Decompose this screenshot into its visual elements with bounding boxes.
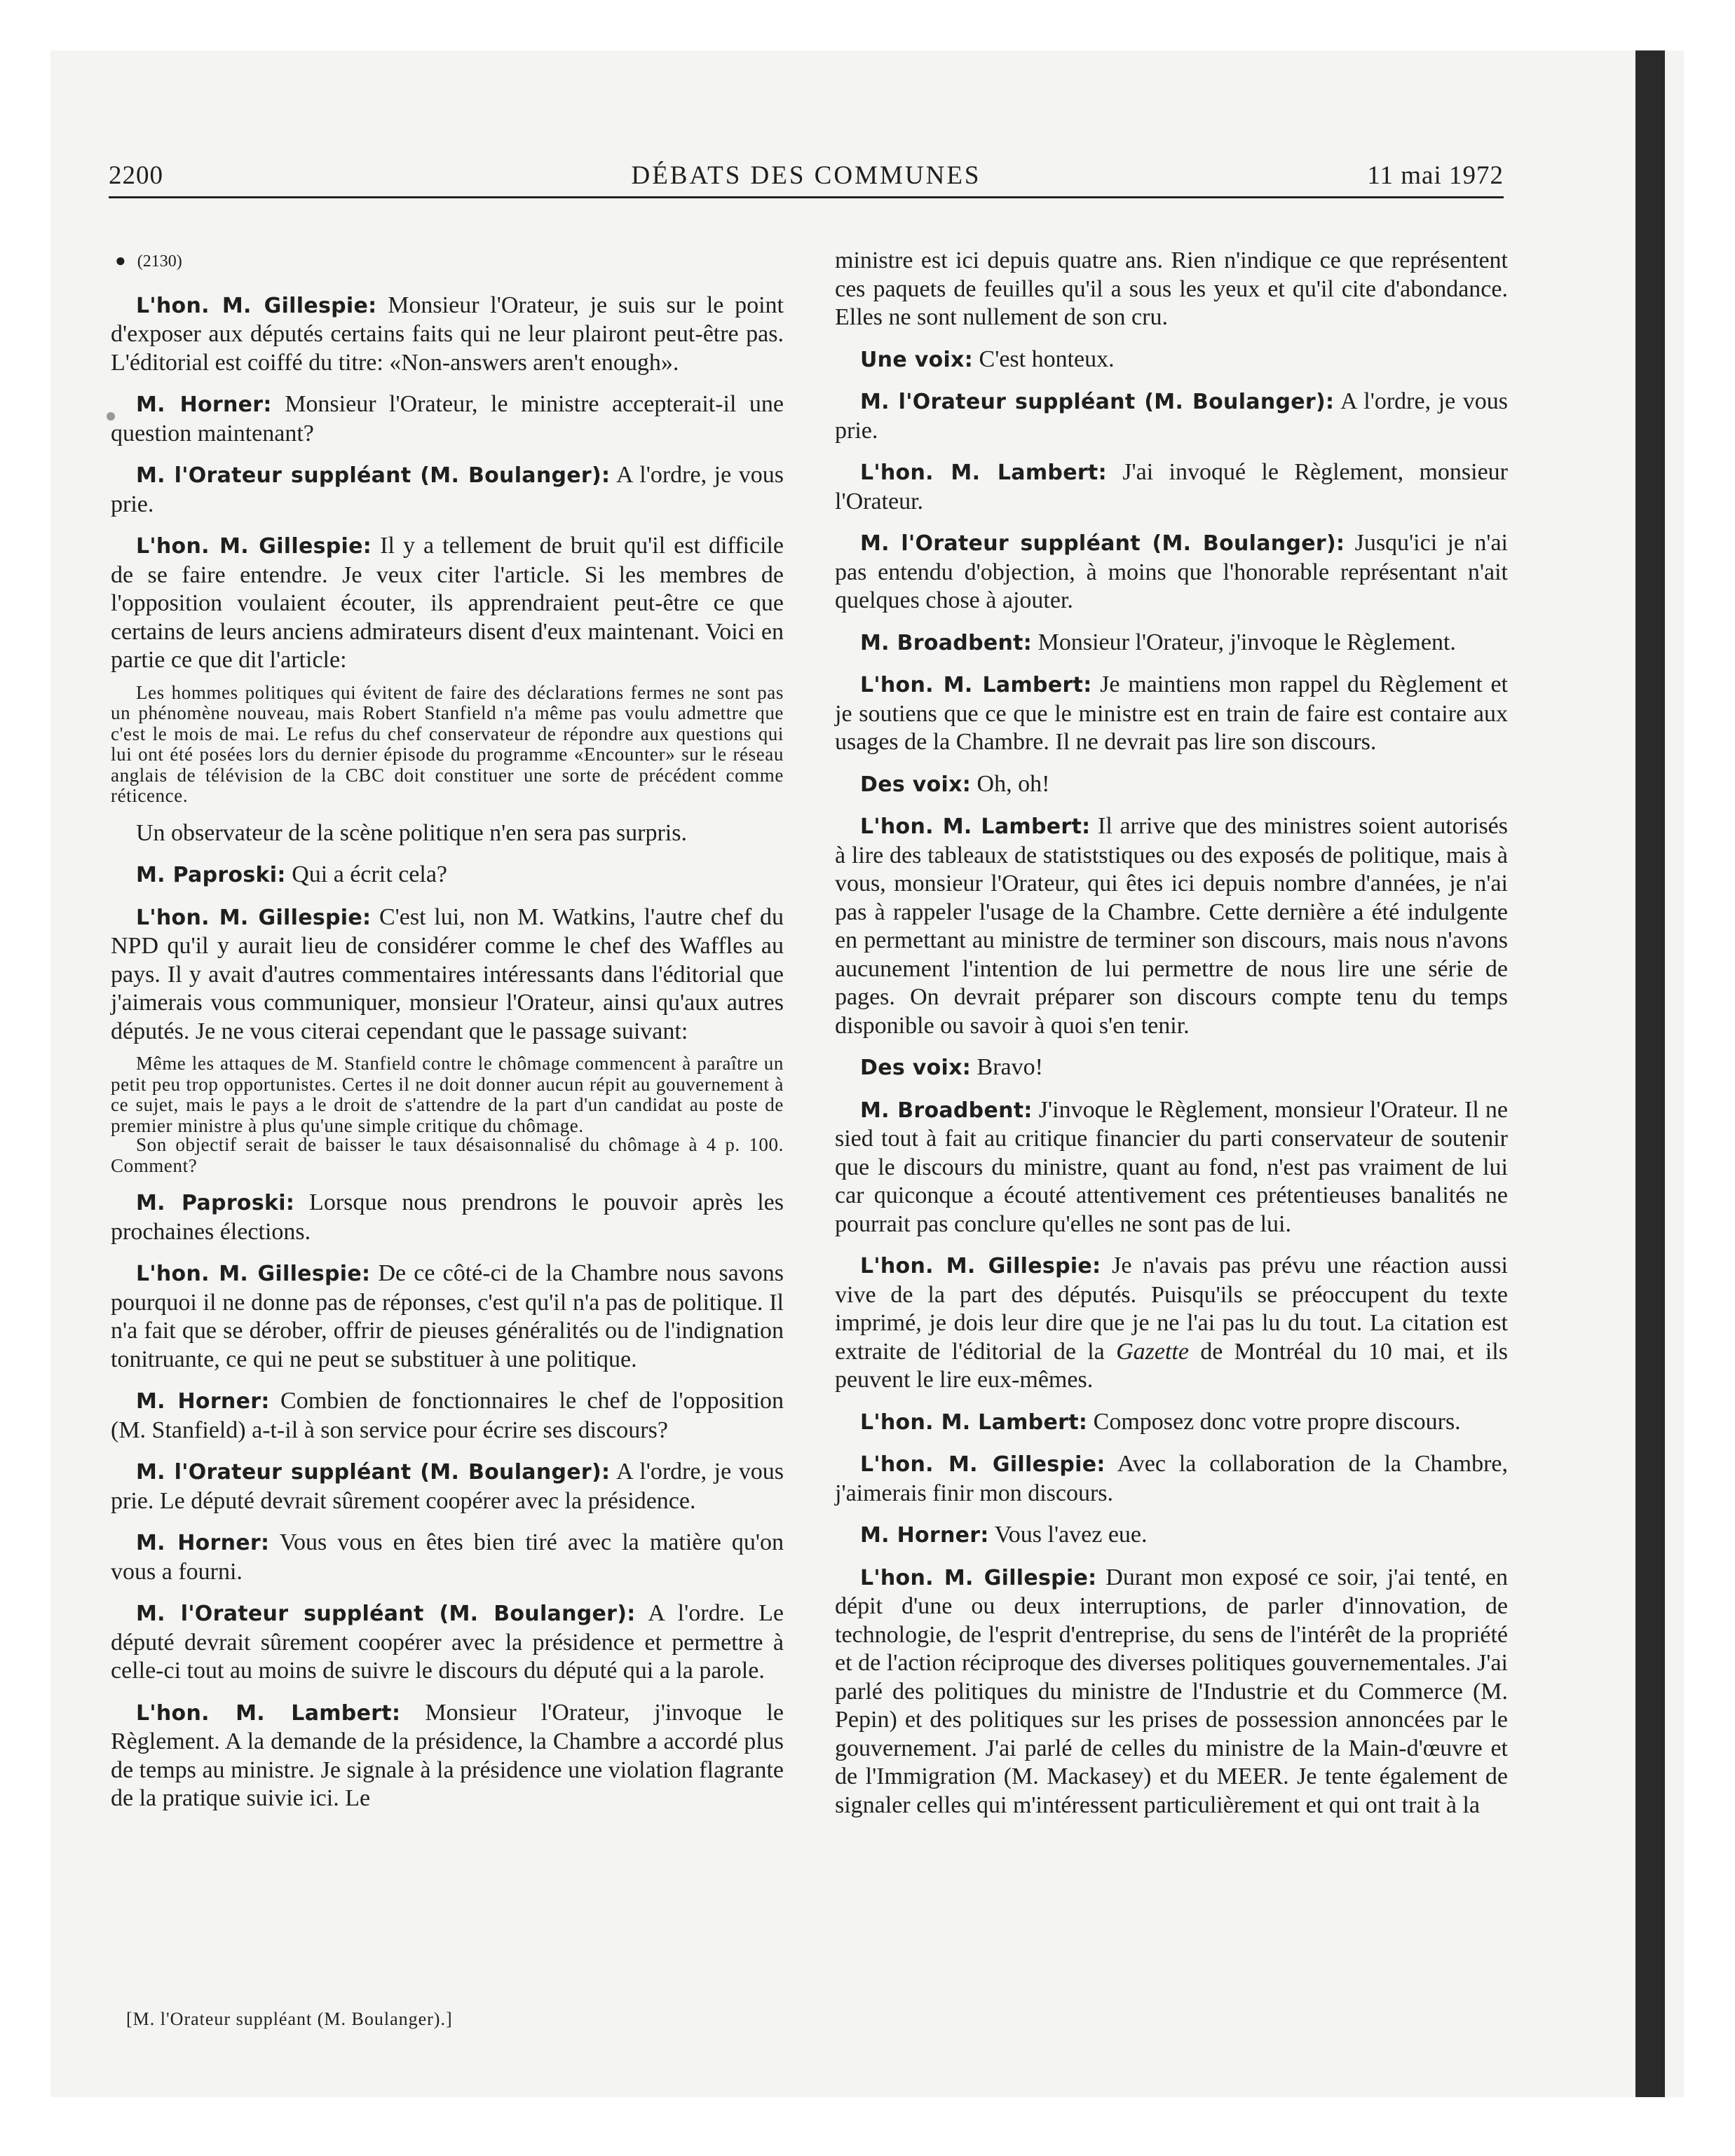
speech-text: A l'ordre, je vous prie. Le député devrait sûrement coopérer avec la présidence.	[111, 1459, 784, 1514]
speech-paragraph	[835, 346, 1508, 375]
speech-paragraph	[835, 1564, 1508, 1820]
speech-paragraph	[835, 1408, 1508, 1438]
speech-paragraph	[111, 461, 784, 519]
page-title: DÉBATS DES COMMUNES	[631, 161, 981, 190]
time-marker: ● (2130)	[115, 250, 182, 271]
speech-paragraph	[835, 770, 1508, 800]
speaker-name: Des voix:	[860, 1056, 972, 1080]
speech-text: Bravo!	[977, 1054, 1043, 1080]
page-header	[109, 160, 1504, 198]
speaker-name: L'hon. M. Gillespie:	[136, 293, 377, 318]
speech-paragraph	[111, 1189, 784, 1246]
speech-paragraph	[835, 247, 1508, 332]
page-edge-shadow	[1635, 50, 1665, 2097]
speech-text: De ce côté-ci de la Chambre nous savons pourquoi il ne donne pas de réponses, c'est qu'il n'a pas de politique. Il n'a fait que se dérober, offrir de pieuses généralités ou de l'indignation tonitruante, ce qui ne peut se substituer à une politique.	[111, 1260, 784, 1372]
speech-paragraph	[111, 1529, 784, 1586]
speaker-name: M. l'Orateur suppléant (M. Boulanger):	[136, 1602, 636, 1626]
speech-paragraph	[111, 532, 784, 675]
speaker-name: M. Horner:	[136, 1531, 270, 1555]
speech-text: J'ai invoqué le Règlement, monsieur l'Orateur.	[835, 459, 1509, 514]
speaker-name: M. Horner:	[860, 1523, 989, 1548]
speaker-name: L'hon. M. Gillespie:	[136, 905, 372, 930]
speech-text: A l'ordre, je vous prie.	[111, 462, 784, 517]
speech-text: A l'ordre. Le député devrait sûrement coopérer avec la présidence et permettre à celle-ci tout au moins de suivre le discours du député qui a la parole.	[111, 1600, 784, 1684]
right-column	[835, 247, 1508, 1833]
speaker-name: L'hon. M. Gillespie:	[860, 1254, 1101, 1278]
speech-paragraph	[835, 1521, 1508, 1550]
speech-text: Il arrive que des ministres soient autorisés à lire des tableaux de statiststiques ou des exposés de politique, mais à vous, monsieur l'Orateur, qui êtes ici depuis nombre d'années, je n'ai pas à rappeler l'usage de la Chambre. Cette dernière a été indulgente en permettant au ministre de terminer son discours, mais nous n'avons aucunement l'intention de lui permettre de nous lire une série de pages. On devrait préparer son discours compte tenu du temps disponible ou savoir à quoi s'en tenir.	[835, 813, 1509, 1039]
speech-paragraph	[111, 1458, 784, 1515]
speaker-name: L'hon. M. Gillespie:	[860, 1565, 1097, 1590]
speech-text: Vous l'avez eue.	[994, 1522, 1148, 1548]
speech-text: C'est honteux.	[979, 346, 1115, 372]
speaker-name: L'hon. M. Gillespie:	[136, 1262, 371, 1286]
speaker-name: M. l'Orateur suppléant (M. Boulanger):	[136, 1460, 611, 1485]
speech-paragraph	[835, 529, 1508, 615]
speech-paragraph	[835, 1252, 1508, 1395]
quoted-passage: Son objectif serait de baisser le taux désaisonnalisé du chômage à 4 p. 100. Comment?	[111, 1134, 784, 1176]
speech-paragraph	[111, 1387, 784, 1445]
left-column-body	[111, 292, 784, 1813]
speech-text: de Montréal du 10 mai, et ils peuvent le lire eux-mêmes.	[835, 1338, 1508, 1393]
speech-text: Monsieur l'Orateur, j'invoque le Règlement. A la demande de la présidence, la Chambre a accordé plus de temps au ministre. Je signale à la présidence une violation flagrante de la pratique suivie ici. Le	[111, 1699, 784, 1811]
speech-text: Jusqu'ici je n'ai pas entendu d'objection, à moins que l'honorable représentant n'ait quelques chose à ajouter.	[835, 530, 1508, 613]
speech-paragraph	[111, 1260, 784, 1374]
speech-paragraph	[111, 819, 784, 848]
speech-paragraph	[111, 1699, 784, 1813]
speaker-name: L'hon. M. Lambert:	[860, 814, 1091, 839]
left-column	[111, 247, 784, 1827]
speaker-name: M. Horner:	[136, 1389, 270, 1414]
speech-text: Vous vous en êtes bien tiré avec la matière qu'on vous a fourni.	[111, 1529, 784, 1585]
speech-paragraph	[835, 1096, 1508, 1239]
speech-text: C'est lui, non M. Watkins, l'autre chef du NPD qu'il y aurait lieu de considérer comme le chef des Waffles au pays. Il y avait d'autres commentaires intéressants dans l'éditorial que j'aimerais vous communiquer, monsieur l'Orateur, ainsi qu'aux autres députés. Je ne vous citerai cependant que le passage suivant:	[111, 903, 784, 1044]
speech-text: Monsieur l'Orateur, le ministre accepterait-il une question maintenant?	[111, 391, 784, 446]
speech-text: Monsieur l'Orateur, j'invoque le Règlement.	[1037, 629, 1456, 655]
speaker-name: L'hon. M. Lambert:	[860, 673, 1092, 697]
page-date: 11 mai 1972	[1367, 161, 1504, 190]
speech-text: Monsieur l'Orateur, je suis sur le point d'exposer aux députés certains faits qui ne leur plairont peut-être pas. L'éditorial est coiffé du titre: «Non-answers aren't enough».	[111, 292, 784, 376]
speech-text: Combien de fonctionnaires le chef de l'opposition (M. Stanfield) a-t-il à son service pour écrire ses discours?	[111, 1388, 784, 1443]
speaker-name: L'hon. M. Lambert:	[860, 460, 1107, 485]
speech-paragraph	[111, 292, 784, 378]
speech-text: Lorsque nous prendrons le pouvoir après les prochaines élections.	[111, 1189, 784, 1245]
page-number: 2200	[109, 161, 163, 190]
speech-text: ministre est ici depuis quatre ans. Rien n'indique ce que représentent ces paquets de feuilles qu'il a sous les yeux et qu'il cite d'abondance. Elles ne sont nullement de son cru.	[835, 247, 1508, 330]
quoted-passage: Même les attaques de M. Stanfield contre le chômage commencent à paraître un petit peu trop opportunistes. Certes il ne doit donner aucun répit au gouvernement à ce sujet, mais le pays a le droit de s'attendre de la part d'un candidat au poste de premier ministre à plus qu'une simple critique du chômage.	[111, 1053, 784, 1136]
speaker-name: M. l'Orateur suppléant (M. Boulanger):	[136, 463, 611, 488]
speaker-name: L'hon. M. Gillespie:	[860, 1452, 1105, 1477]
speaker-name: M. Broadbent:	[860, 630, 1033, 655]
speech-paragraph	[835, 388, 1508, 445]
footer-note: [M. l'Orateur suppléant (M. Boulanger).]	[126, 2009, 453, 2029]
speech-paragraph	[835, 1450, 1508, 1508]
speech-paragraph	[835, 812, 1508, 1040]
speech-paragraph	[835, 458, 1508, 516]
speaker-name: M. Horner:	[136, 393, 272, 417]
speaker-name: L'hon. M. Lambert:	[136, 1700, 401, 1726]
speaker-name: L'hon. M. Lambert:	[860, 1410, 1088, 1435]
speech-paragraph	[111, 861, 784, 890]
speech-paragraph	[835, 671, 1508, 757]
speaker-name: Des voix:	[860, 772, 972, 797]
speech-text: J'invoque le Règlement, monsieur l'Orateur. Il ne sied tout à fait au critique financier du parti conservateur de soutenir que le discours du ministre, quant au fond, n'est pas vraiment de lui car quiconque a écouté attentivement ces prétentieuses banalités ne pourrait pas conclure qu'elles ne sont pas de lui.	[835, 1096, 1508, 1237]
speaker-name: L'hon. M. Gillespie:	[136, 534, 372, 559]
speech-paragraph	[111, 390, 784, 448]
speaker-name: M. Paproski:	[136, 1191, 295, 1215]
speaker-name: M. Broadbent:	[860, 1098, 1033, 1123]
speaker-name: M. Paproski:	[136, 863, 286, 887]
speech-paragraph	[111, 1599, 784, 1686]
speech-text: Qui a écrit cela?	[292, 861, 447, 887]
quoted-passage: Les hommes politiques qui évitent de faire des déclarations fermes ne sont pas un phénomène nouveau, mais Robert Stanfield n'a même pas voulu admettre que c'est le mois de mai. Le refus du chef conservateur de répondre aux questions qui lui ont été posées lors du dernier épisode du programme «Encounter» sur le réseau anglais de télévision de la CBC doit constituer une sorte de précédent comme réticence.	[111, 681, 784, 806]
publication-name: Gazette	[1116, 1338, 1189, 1365]
speech-text: Durant mon exposé ce soir, j'ai tenté, en dépit d'une ou deux interruptions, de parler d'innovation, de technologie, de l'esprit d'entreprise, du sens de l'intérêt de la propriété et de l'action réciproque des diverses politiques gouvernementales. J'ai parlé des politiques du ministre de l'Industrie et du Commerce (M. Pepin) et des politiques sur les prises de possession annoncées par le gouvernement. J'ai parlé de celles du ministre de la Main-d'œuvre et de l'Immigration (M. Mackasey) et du MEER. Je tente également de signaler celles qui m'intéressent particulièrement et qui ont trait à la	[835, 1564, 1509, 1818]
speaker-name: M. l'Orateur suppléant (M. Boulanger):	[860, 531, 1345, 556]
speech-paragraph	[835, 1053, 1508, 1083]
speech-text: Un observateur de la scène politique n'en sera pas surpris.	[136, 819, 687, 846]
speech-text: Je maintiens mon rappel du Règlement et je soutiens que ce que le ministre est en train de faire est contaire aux usages de la Chambre. Il ne devrait pas lire son discours.	[835, 671, 1509, 755]
speech-text: A l'ordre, je vous prie.	[835, 388, 1508, 444]
speech-paragraph	[111, 903, 784, 1046]
speaker-name: Une voix:	[860, 347, 974, 372]
speaker-name: M. l'Orateur suppléant (M. Boulanger):	[860, 390, 1335, 414]
speech-text: Composez donc votre propre discours.	[1093, 1408, 1461, 1435]
speech-text: Il y a tellement de bruit qu'il est difficile de se faire entendre. Je veux citer l'article. Si les membres de l'opposition voulaient écouter, ils apprendraient peut-être ce que certains de leurs anciens admirateurs disent d'eux maintenant. Voici en partie ce que dit l'article:	[111, 533, 784, 673]
speech-text: Je n'avais pas prévu une réaction aussi vive de la part des députés. Puisqu'ils se préoccupent du texte imprimé, je dois leur dire que je ne l'ai pas lu du tout. La citation est extraite de l'éditorial de la	[835, 1253, 1508, 1365]
speech-text: Avec la collaboration de la Chambre, j'aimerais finir mon discours.	[835, 1451, 1508, 1506]
right-column-body	[835, 247, 1508, 1820]
speech-paragraph	[835, 629, 1508, 658]
speech-text: Oh, oh!	[977, 770, 1050, 797]
